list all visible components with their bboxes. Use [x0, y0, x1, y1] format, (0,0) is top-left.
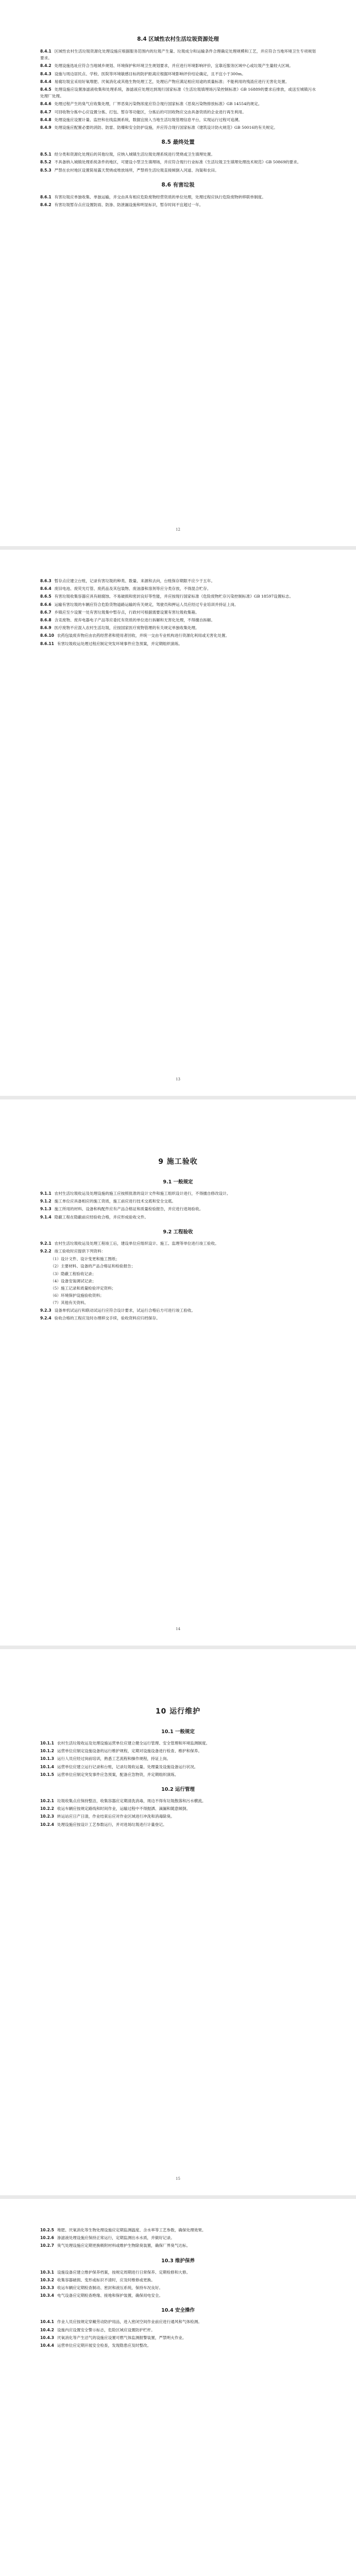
clause [40, 201, 316, 208]
clause-text: 设施与周边居民点、学校、医院等环境敏感目标的防护距离应根据环境影响评价结论确定，且不宜小于300m。 [54, 71, 246, 76]
clause-number: 9.2.4 [40, 1315, 52, 1320]
clause [40, 1740, 316, 1747]
clause-number: 9.1.4 [40, 1214, 52, 1219]
clause-text: 堆肥、厌氧消化等生物处理设施应定期监测温度、含水率等工艺参数，确保处理效果。 [57, 2228, 206, 2232]
list-item: （1）设计文件、设计变更和施工图纸； [50, 1257, 120, 1262]
clause-number: 10.2.4 [40, 1822, 54, 1827]
clause [40, 48, 316, 61]
clause-text: 暂存点应建立台账，记录有害垃圾的种类、数量、来源和去向，台账保存期限不应少于五年。 [54, 579, 215, 583]
clause-number: 8.6.9 [40, 625, 52, 631]
clause [40, 593, 316, 600]
clause [40, 116, 316, 123]
clause-text: 易腐垃圾宜采用好氧堆肥、厌氧消化或其他生物处理工艺，处理后产物应满足相应用途的质量标准；不能利用的残渣应进行无害化处置。 [54, 79, 290, 84]
clause-number: 10.1.5 [40, 1772, 54, 1777]
clause [40, 2242, 316, 2249]
clause [40, 159, 316, 165]
clause-number: 9.2.3 [40, 1308, 52, 1313]
clause-number: 10.3.4 [40, 2293, 54, 2298]
clause [40, 2292, 316, 2299]
clause-text: 收运车辆应按规定路线和时间作业，运输过程中不得抛洒、滴漏和随意倾倒。 [57, 1806, 191, 1811]
clause [40, 585, 316, 592]
clause-text: 垃圾收集点应保持整洁，收集容器应定期清洗消毒，周边不得有垃圾散落和污水横流。 [57, 1799, 206, 1804]
clause-text: 含汞废物、废弃电器电子产品等应委托有资质的单位进行拆解和无害化处理，不得擅自拆解。 [54, 618, 215, 623]
clause-number: 9.1.2 [40, 1199, 52, 1204]
clause-number: 8.4.4 [40, 79, 52, 84]
clause [40, 1764, 316, 1770]
section-heading: 10.4 安全操作 [161, 2308, 195, 2314]
clause-number: 8.6.5 [40, 594, 52, 599]
clause-text: 运营单位应制定设施设备的运行维护规程，定期对设施设备进行检查、维护和保养。 [57, 1749, 202, 1754]
clause-number: 8.6.7 [40, 609, 52, 615]
clause-text: 设施设备应建立维护保养档案，按规定周期进行日常保养、定期检修和大修。 [57, 2269, 191, 2275]
clause-text: 处理设施选址应符合当地城乡规划、环境保护和环境卫生规划要求，并应进行环境影响评价，宜靠近服务区域中心或垃圾产生量较大区域。 [54, 63, 293, 69]
clause [40, 2327, 316, 2333]
clause-text: 农村生活垃圾收运及处理设施运营单位应建立健全运行管理、安全管理和环境监测制度。 [57, 1741, 210, 1745]
clause-text: 废旧电池、废荧光灯管、废药品及其包装物、废油漆和溶剂等应分类存放，不得混合贮存。 [54, 586, 211, 591]
clause-text: 设备单机试运行和联动试运行应符合设计要求，试运行合格后方可进行竣工验收。 [54, 1308, 195, 1313]
clause [40, 2269, 316, 2276]
clause [40, 1190, 316, 1197]
clause-number: 9.2.2 [40, 1249, 52, 1254]
clause [40, 1771, 316, 1778]
clause-text: 有害垃圾收集容器应具有耐腐蚀、不易破损和密封良好等性能，并应按现行国家标准《危险废物贮存污染控制标准》GB 18597设置标志。 [54, 594, 294, 599]
clause-text: 运营单位应制定突发事件应急预案，配备应急物资，并定期组织演练。 [57, 1772, 179, 1777]
clause-number: 9.1.1 [40, 1191, 52, 1196]
clause-number: 10.4.1 [40, 2319, 54, 2325]
clause [40, 2318, 316, 2325]
clause-text: 厌氧消化等产生沼气的设施应设置可燃气体监测报警装置，严禁明火作业。 [57, 2335, 187, 2340]
clause-text: 有害垃圾收运处理过程应制定突发环境事件应急预案，并定期组织演练。 [57, 641, 182, 646]
clause [40, 2234, 316, 2241]
clause-number: 10.2.6 [40, 2235, 54, 2241]
list-item: （2）主要材料、设备的产品合格证和检验报告； [50, 1264, 135, 1269]
clause-number: 8.6.8 [40, 618, 52, 623]
page-number: 12 [176, 528, 180, 532]
clause-number: 9.2.1 [40, 1241, 52, 1246]
clause-text: 作业人员应按规定穿戴劳动防护用品，进入密闭空间作业前应进行通风和气体检测。 [57, 2319, 202, 2325]
clause [40, 71, 316, 77]
page [0, 0, 356, 546]
clause-number: 8.5.1 [40, 152, 52, 157]
clause-text: 农村生活垃圾收运及处理工程竣工后，建设单位应组织设计、施工、监理等单位进行竣工验收。 [54, 1241, 219, 1246]
clause [40, 1813, 316, 1820]
clause-number: 8.6.1 [40, 194, 52, 199]
clause [40, 1755, 316, 1762]
clause-number: 8.4.5 [40, 87, 52, 92]
clause-number: 8.6.2 [40, 202, 52, 208]
page-number: 14 [176, 1627, 180, 1631]
clause [40, 1315, 316, 1321]
clause-text: 不具备纳入城镇处理系统条件的地区，可建设小型卫生填埋场，并应符合现行行业标准《生活垃圾卫生填埋处理技术规范》GB 50869的要求。 [54, 160, 301, 165]
clause [40, 1248, 316, 1255]
clause-number: 8.4.9 [40, 125, 52, 130]
clause [40, 1307, 316, 1314]
page-separator [0, 546, 356, 550]
clause-text: 施工单位应具备相应的施工资质，施工前应进行技术交底和安全交底。 [54, 1199, 176, 1204]
clause [40, 1798, 316, 1804]
clause-number: 8.4.3 [40, 71, 52, 76]
section-heading: 8.4 区域性农村生活垃圾资源处理 [137, 36, 219, 42]
clause-number: 10.4.2 [40, 2327, 54, 2332]
clause-text: 设施内应设置安全警示标志，危险区域应设置防护栏杆。 [57, 2327, 155, 2332]
clause [40, 2334, 316, 2341]
clause-number: 10.2.7 [40, 2243, 54, 2248]
clause-text: 运输有害垃圾的车辆应符合危险货物道路运输的有关规定，驾驶员和押运人员应经过专业培训并持证上岗。 [54, 602, 239, 607]
clause [40, 124, 316, 131]
clause-number: 8.5.2 [40, 160, 52, 165]
clause-text: 电气设备应定期检查绝缘、接地和保护装置，确保用电安全。 [57, 2293, 163, 2298]
section-heading: 10.1 一般规定 [161, 1729, 195, 1735]
page [0, 2199, 356, 2576]
clause-text: 农药包装废弃物应由农药经营者和使用者回收，并统一交由专业机构进行资源化利用或无害化处置。 [57, 633, 230, 638]
clause [40, 632, 316, 639]
clause-text: 臭气处理设施应定期更换吸附材料或维护生物除臭装置，确保厂界臭气达标。 [57, 2243, 191, 2248]
clause-number: 8.6.3 [40, 579, 52, 583]
clause-text: 乡镇应至少设置一处有害垃圾集中暂存点，行政村可根据需要设置有害垃圾收集箱。 [54, 609, 199, 615]
clause-number: 10.2.5 [40, 2228, 54, 2232]
clause-text: 医疗废物不应混入农村生活垃圾，应按国家医疗废物管理的有关规定单独收集处理。 [54, 625, 199, 631]
clause-number: 8.6.4 [40, 586, 52, 591]
section-heading: 9.2 工程验收 [163, 1229, 193, 1235]
clause-number: 8.6.6 [40, 602, 52, 607]
clause-text: 处理设施应设置渗滤液收集和处理系统，渗滤液应处理达到现行国家标准《生活垃圾填埋场污染控制标准》GB 16889的要求后排放，或送至城镇污水处理厂处理。 [40, 87, 316, 99]
clause-number: 10.1.3 [40, 1756, 54, 1761]
clause-number: 8.6.10 [40, 633, 54, 638]
clause-text: 运营单位应定期开展安全检查，发现隐患应及时整改。 [57, 2343, 151, 2348]
list-item: （5）施工记录和质量检验评定资料； [50, 1286, 116, 1291]
clause-number: 10.4.4 [40, 2343, 54, 2348]
clause-text: 转运站应日产日清，作业结束后应对作业区域进行冲洗和消毒除臭。 [57, 1814, 175, 1819]
clause [40, 100, 316, 107]
page-number: 13 [176, 1077, 180, 1081]
list-item: （6）环境保护设施验收资料； [50, 1293, 104, 1298]
clause [40, 617, 316, 623]
page [0, 1099, 356, 1646]
clause-text: 可回收物分拣中心应设置分拣、打包、暂存等功能区，分拣后的可回收物应交由具备资质的企业进行再生利用。 [54, 109, 246, 114]
chapter-heading: 9 施工验收 [158, 1158, 198, 1166]
clause-number: 10.2.3 [40, 1814, 54, 1819]
clause-text: 施工所用的材料、设备和构配件应有产品合格证和质量检验报告，并应进行进场验收。 [54, 1207, 204, 1212]
clause-text: 隐蔽工程在隐蔽前应经验收合格，并应形成验收文件。 [54, 1214, 148, 1219]
clause-number: 8.4.6 [40, 101, 52, 107]
list-item: （7）其他有关资料。 [50, 1300, 89, 1306]
clause-text: 有害垃圾应单独收集、单独运输，并交由具有相应危险废物经营资质的单位处理，处理过程应执行危险废物转移联单制度。 [54, 194, 266, 199]
clause-number: 8.4.7 [40, 109, 52, 114]
clause-text: 有害垃圾暂存点应设置防雨、防渗、防泄漏设施和明显标识，暂存时间不宜超过一年。 [54, 202, 204, 208]
clause-text: 验收合格的工程应及时办理移交手续，验收资料应归档保存。 [54, 1315, 160, 1320]
clause [40, 1821, 316, 1828]
clause [40, 1748, 316, 1754]
clause [40, 62, 316, 69]
clause [40, 609, 316, 616]
clause [40, 109, 316, 115]
clause [40, 640, 316, 647]
clause-text: 处理设施应配置必要的消防、防雷、防爆和安全防护设施，并应符合现行国家标准《建筑设计防火规范》GB 50016的有关规定。 [54, 125, 278, 130]
clause-text: 竣工验收时应提供下列资料： [54, 1249, 106, 1254]
clause-text: 区域性农村生活垃圾资源化处理设施应根据服务范围内的垃圾产生量、垃圾成分和运输条件合理确定处理规模和工艺，并应符合当地环境卫生专项规划要求。 [40, 49, 316, 61]
clause-number: 10.3.3 [40, 2285, 54, 2291]
clause-text: 运行人员应经过岗前培训，熟悉工艺流程和操作规程，持证上岗。 [57, 1756, 171, 1761]
clause-text: 收集容器破损、变形或标识不清时，应及时维修或更换。 [57, 2277, 155, 2282]
section-heading: 8.6 有害垃圾 [161, 181, 195, 188]
clause-text: 农村生活垃圾收运及处理设施的施工应按照批准的设计文件和施工组织设计进行，不得擅自修改设计。 [54, 1191, 231, 1196]
clause [40, 86, 316, 99]
section-heading: 10.2 运行管理 [161, 1787, 195, 1793]
clause-number: 10.1.2 [40, 1749, 54, 1754]
clause [40, 601, 316, 608]
clause [40, 2284, 316, 2291]
clause [40, 624, 316, 631]
clause-number: 8.6.11 [40, 641, 54, 646]
clause-number: 8.4.2 [40, 63, 52, 69]
page-separator [0, 1646, 356, 1649]
clause-number: 10.1.4 [40, 1764, 54, 1769]
clause [40, 167, 316, 174]
section-heading: 9.1 一般规定 [163, 1179, 193, 1185]
clause [40, 578, 316, 584]
clause-text: 严禁在农村地区设置简易露天焚烧或堆放场所，严禁将生活垃圾直接倾倒入河道、沟渠和农田。 [54, 167, 219, 173]
clause-number: 9.1.3 [40, 1207, 52, 1212]
clause-text: 经分类和资源化处理后的其他垃圾，应纳入城镇生活垃圾处理系统进行焚烧或卫生填埋处置。 [54, 152, 215, 157]
clause [40, 2277, 316, 2283]
clause-number: 8.4.8 [40, 117, 52, 122]
list-item: （3）隐蔽工程验收记录； [50, 1271, 96, 1276]
clause-number: 10.1.1 [40, 1741, 54, 1745]
clause [40, 151, 316, 158]
clause-text: 处理过程产生的臭气应收集处理，厂界恶臭污染物浓度应符合现行国家标准《恶臭污染物排放标准》GB 14554的规定。 [54, 101, 262, 107]
section-heading: 8.5 最终处置 [161, 139, 195, 146]
clause-number: 10.4.3 [40, 2335, 54, 2340]
clause [40, 1206, 316, 1212]
page [0, 1649, 356, 2195]
clause [40, 2227, 316, 2233]
clause-number: 10.3.2 [40, 2277, 54, 2282]
clause-number: 10.2.2 [40, 1806, 54, 1811]
clause-text: 运营单位应建立运行记录和台账，记录垃圾收运量、处理量及设施设备运行状况。 [57, 1764, 198, 1769]
clause [40, 1214, 316, 1221]
clause [40, 1805, 316, 1812]
clause [40, 2342, 316, 2349]
clause-text: 渗滤液处理设施应保持正常运行，定期监测出水水质，并做好记录。 [57, 2235, 175, 2241]
chapter-heading: 10 运行维护 [155, 1707, 201, 1716]
clause-number: 10.3.1 [40, 2269, 54, 2275]
clause-number: 8.4.1 [40, 49, 52, 54]
page-separator [0, 1096, 356, 1099]
clause-text: 处理设施应设置计量、监控和在线监测系统，数据宜接入当地生活垃圾管理信息平台，实现运行过程可追溯。 [54, 117, 243, 122]
page-number: 15 [176, 2177, 180, 2181]
clause-number: 8.5.3 [40, 167, 52, 173]
clause [40, 194, 316, 200]
clause [40, 1240, 316, 1247]
clause-text: 收运车辆应定期检查制动、密封和液压系统，保持车况良好。 [57, 2285, 163, 2291]
section-heading: 10.3 维护保养 [161, 2258, 195, 2264]
clause-text: 处理设施应按设计工艺参数运行，并对进场垃圾进行计量登记。 [57, 1822, 167, 1827]
page [0, 550, 356, 1096]
clause [40, 1198, 316, 1205]
clause-number: 10.2.1 [40, 1799, 54, 1804]
list-item: （4）设备安装调试记录； [50, 1278, 96, 1283]
page-separator [0, 2195, 356, 2199]
clause [40, 78, 316, 85]
